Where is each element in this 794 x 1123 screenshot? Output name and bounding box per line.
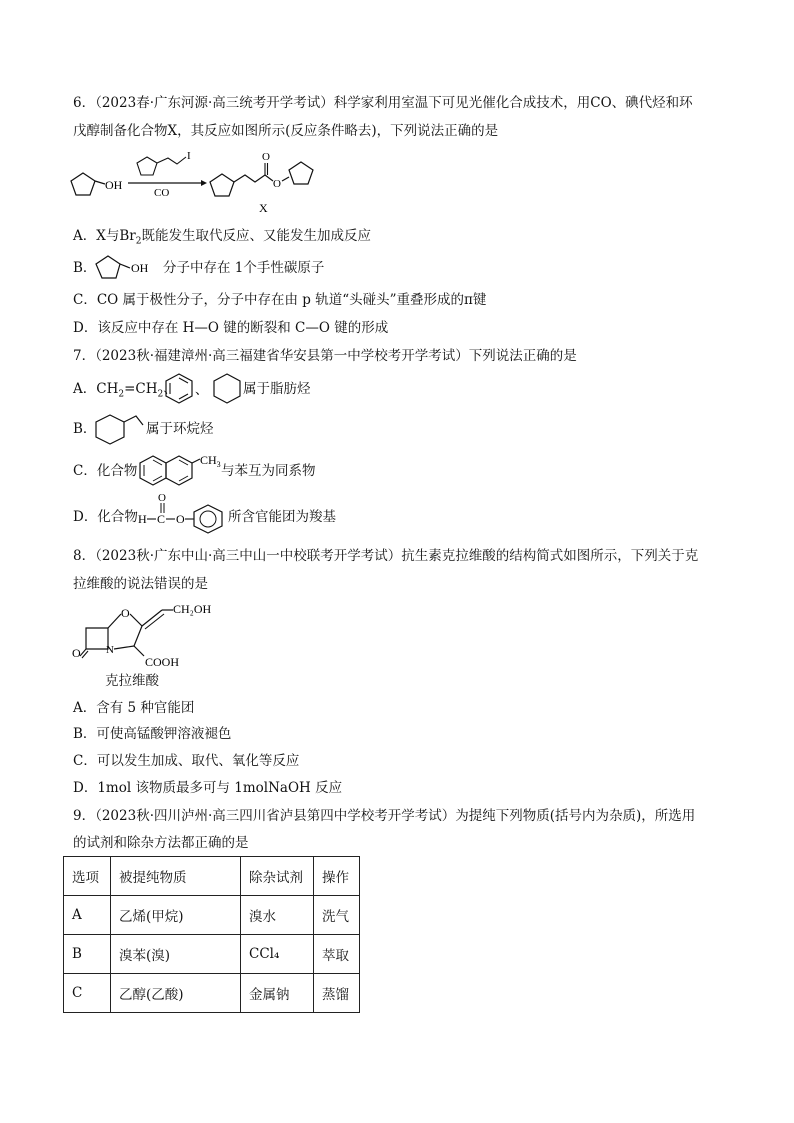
ch2oh-label: CH₂OH <box>173 602 212 616</box>
q7-option-a-text: 属于脂肪烃 <box>243 381 311 397</box>
ring-n: N <box>106 644 114 656</box>
q6-option-c: C．CO 属于极性分子，分子中存在由 p 轨道“头碰头”重叠形成的π键 <box>73 292 487 308</box>
q9-stem-line2: 的试剂和除杂方法都正确的是 <box>73 835 249 851</box>
cyclohexane-ring <box>96 415 124 444</box>
methyl-label: $CH_3$ <box>200 453 221 469</box>
q6-option-b-structure <box>94 254 156 284</box>
q7-option-b-structure <box>94 413 150 447</box>
co-label: CO <box>154 187 170 199</box>
cyclopentanol-ring <box>96 256 120 278</box>
clavulanic-acid-structure <box>72 596 232 670</box>
q7-option-d-structure <box>136 494 230 534</box>
q6-stem-line2: 戊醇制备化合物X，其反应如图所示(反应条件略去)，下列说法正确的是 <box>73 123 499 139</box>
table-cell: 乙醇(乙酸) <box>111 974 241 1013</box>
table-cell: 溴苯(溴) <box>111 935 241 974</box>
table-header-cell: 被提纯物质 <box>111 857 241 896</box>
q8-stem-line2: 拉维酸的说法错误的是 <box>73 576 208 592</box>
beta-lactam-ring <box>86 628 108 649</box>
q6-stem-line1: 6．（2023春·广东河源·高三统考开学考试）科学家利用室温下可见光催化合成技术，用CO、碘代烃和环 <box>73 95 693 111</box>
q7-option-b-text: 属于环烷烃 <box>146 421 214 437</box>
table-cell: 金属钠 <box>241 974 314 1013</box>
table-cell: B <box>64 935 111 974</box>
q7-stem: 7．（2023秋·福建漳州·高三福建省华安县第一中学校考开学考试）下列说法正确的是 <box>73 348 577 364</box>
q7-option-b: B． <box>73 421 97 437</box>
table-cell: CCl₄ <box>241 935 314 974</box>
formyl-h: H <box>138 512 147 526</box>
carbonyl-o: O <box>262 151 270 163</box>
q8-stem-line1: 8．（2023秋·广东中山·高三中山一中校联考开学考试）抗生素克拉维酸的结构简式如图所示，下列关于克 <box>73 548 699 564</box>
product-ring-right <box>289 162 313 184</box>
table-cell: 萃取 <box>314 935 360 974</box>
table-header-cell: 除杂试剂 <box>241 857 314 896</box>
q7-a-separator: 、 <box>195 382 209 397</box>
product-ring-left <box>210 174 234 196</box>
formyl-c: C <box>157 512 166 526</box>
table-cell: A <box>64 896 111 935</box>
table-cell: 蒸馏 <box>314 974 360 1013</box>
q9-options-table <box>63 856 360 1013</box>
table-row <box>64 974 360 1013</box>
q9-stem-line1: 9．（2023秋·四川泸州·高三四川省泸县第四中学校考开学考试）为提纯下列物质(括号内为杂质)，所选用 <box>73 808 696 824</box>
cyclopentane-ring <box>71 173 95 195</box>
benzene-ring <box>194 505 222 533</box>
cooh-label: COOH <box>145 655 180 669</box>
table-cell: 乙烯(甲烷) <box>111 896 241 935</box>
reagent-ring <box>137 157 157 175</box>
iodo-label: I <box>187 150 191 162</box>
table-header-row <box>64 857 360 896</box>
ring-o: O <box>121 606 130 620</box>
q7-option-a: A．$CH_2=CH_2$、 <box>73 381 177 400</box>
keto-o: O <box>72 646 81 660</box>
q7-option-d: D．化合物 <box>73 509 138 525</box>
q8-option-a: A．含有 5 种官能团 <box>73 700 195 716</box>
q6-option-b-text: 分子中存在 1个手性碳原子 <box>163 260 325 276</box>
q8-option-d: D．1mol 该物质最多可与 1molNaOH 反应 <box>73 780 343 796</box>
table-row <box>64 935 360 974</box>
ester-o: O <box>273 178 281 190</box>
formyl-o: O <box>158 492 166 504</box>
q8-structure-caption: 克拉维酸 <box>105 673 159 689</box>
oh-label: OH <box>105 178 123 192</box>
table-cell: 溴水 <box>241 896 314 935</box>
q8-option-c: C．可以发生加成、取代、氧化等反应 <box>73 753 300 769</box>
table-header-cell: 选项 <box>64 857 111 896</box>
q8-option-b: B．可使高锰酸钾溶液褪色 <box>73 726 232 742</box>
q7-option-c-text: 与苯互为同系物 <box>221 463 316 479</box>
table-row <box>64 896 360 935</box>
q7-option-a-rings <box>163 372 243 406</box>
q6-option-d: D．该反应中存在 H—O 键的断裂和 C—O 键的形成 <box>73 320 389 336</box>
table-header-cell: 操作 <box>314 857 360 896</box>
q6-option-b: B． <box>73 260 97 276</box>
table-cell: 洗气 <box>314 896 360 935</box>
product-label: X <box>259 201 268 215</box>
q7-option-d-text: 所含官能团为羧基 <box>228 509 336 525</box>
option-b-oh-label: OH <box>131 261 149 275</box>
ester-o: O <box>176 512 185 526</box>
cyclohexane-ring <box>214 374 240 403</box>
table-cell: C <box>64 974 111 1013</box>
q6-option-a: A．X与$Br_2$既能发生取代反应、又能发生加成反应 <box>73 228 371 247</box>
q6-reaction-scheme <box>65 150 335 216</box>
q7-option-c-structure <box>136 450 228 490</box>
q7-option-c: C．化合物 <box>73 463 138 479</box>
